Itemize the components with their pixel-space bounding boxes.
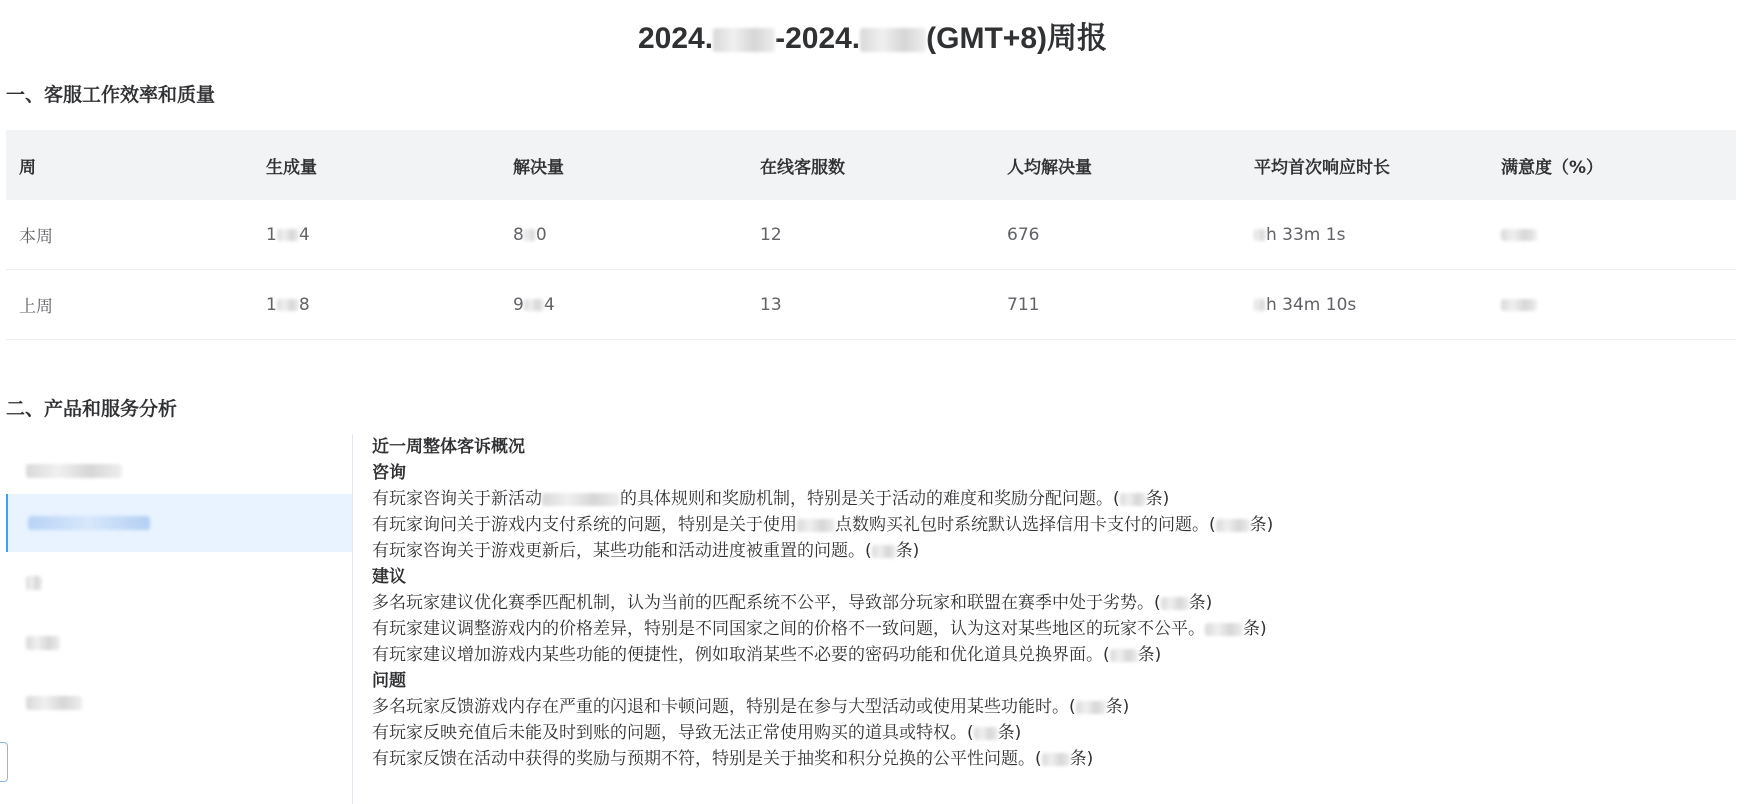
title-end: (GMT+8)周报 xyxy=(926,22,1107,55)
list-item xyxy=(372,746,1732,772)
cell-text: 4 xyxy=(543,294,555,315)
column-header: 生成量 xyxy=(253,130,500,200)
cell-generated xyxy=(253,200,500,270)
sidebar-item[interactable] xyxy=(6,614,352,672)
list-item xyxy=(372,694,1732,720)
cell-text: 1 xyxy=(266,294,277,315)
cell-text: 0 xyxy=(535,224,547,245)
redacted-value xyxy=(1216,519,1250,532)
redacted-date xyxy=(860,28,926,52)
item-text: 有玩家建议调整游戏内的价格差异，特别是不同国家之间的价格不一致问题，认为这对某些地区的玩家不公平。 xyxy=(372,619,1205,639)
cell-resolved xyxy=(500,200,747,270)
column-header: 在线客服数 xyxy=(747,130,994,200)
cell-text: h 34m 10s xyxy=(1266,294,1357,315)
item-text: 条) xyxy=(1105,697,1130,717)
list-item xyxy=(372,642,1732,668)
list-item xyxy=(372,616,1732,642)
redacted-value xyxy=(797,519,835,532)
item-text: 有玩家反映充值后未能及时到账的问题，导致无法正常使用购买的道具或特权。( xyxy=(372,723,974,743)
redacted-value xyxy=(1501,299,1537,311)
analysis-sidebar xyxy=(0,434,353,804)
group-heading: 咨询 xyxy=(372,463,406,483)
section-title-analysis: 二、产品和服务分析 xyxy=(6,398,178,420)
redacted-value xyxy=(277,299,299,311)
cell-text: 8 xyxy=(298,294,310,315)
item-text: 条) xyxy=(895,541,920,561)
title-mid: -2024. xyxy=(775,22,861,55)
list-item xyxy=(372,720,1732,746)
item-text: 多名玩家建议优化赛季匹配机制，认为当前的匹配系统不公平，导致部分玩家和联盟在赛季中处于劣势。( xyxy=(372,593,1161,613)
redacted-value xyxy=(1120,493,1146,506)
table-row xyxy=(6,270,1736,340)
cell-generated xyxy=(253,270,500,340)
column-header: 满意度（%） xyxy=(1488,130,1736,200)
item-text: 条) xyxy=(1137,645,1162,665)
redacted-value xyxy=(1205,623,1243,636)
section-title-efficiency: 一、客服工作效率和质量 xyxy=(6,84,216,106)
list-item xyxy=(372,538,1732,564)
overview-title: 近一周整体客诉概况 xyxy=(372,437,525,457)
cell-satisfaction xyxy=(1488,200,1736,270)
list-item xyxy=(372,486,1732,512)
sidebar-item[interactable] xyxy=(6,674,352,732)
sidebar-item-active[interactable] xyxy=(6,494,352,552)
redacted-value xyxy=(1254,299,1266,311)
column-header: 平均首次响应时长 xyxy=(1241,130,1488,200)
column-header: 人均解决量 xyxy=(994,130,1241,200)
item-text: 有玩家咨询关于游戏更新后，某些功能和活动进度被重置的问题。( xyxy=(372,541,872,561)
item-text: 点数购买礼包时系统默认选择信用卡支付的问题。( xyxy=(835,515,1216,535)
group-heading: 建议 xyxy=(372,567,406,587)
redacted-value xyxy=(1254,229,1266,241)
item-text: 多名玩家反馈游戏内存在严重的闪退和卡顿问题，特别是在参与大型活动或使用某些功能时。( xyxy=(372,697,1076,717)
cell-resolved xyxy=(500,270,747,340)
cell-text: 4 xyxy=(298,224,310,245)
cell-text: h 33m 1s xyxy=(1266,224,1346,245)
cell-week: 本周 xyxy=(6,200,253,270)
redacted-value xyxy=(1161,597,1189,610)
list-item xyxy=(372,512,1732,538)
redacted-date xyxy=(713,28,775,52)
item-text: 条) xyxy=(1243,619,1267,639)
redacted-value xyxy=(524,299,544,311)
redacted-value xyxy=(872,545,896,558)
item-text: 的具体规则和奖励机制，特别是关于活动的难度和奖励分配问题。( xyxy=(620,489,1120,509)
cell-per-agent: 676 xyxy=(994,200,1241,270)
cell-agents: 12 xyxy=(747,200,994,270)
cell-per-agent: 711 xyxy=(994,270,1241,340)
redacted-value xyxy=(974,727,998,740)
cell-text: 8 xyxy=(513,224,524,245)
cell-text: 9 xyxy=(513,294,524,315)
list-item xyxy=(372,590,1732,616)
collapse-handle[interactable] xyxy=(0,742,8,782)
item-text: 条) xyxy=(1145,489,1170,509)
redacted-label xyxy=(26,696,82,710)
column-header: 解决量 xyxy=(500,130,747,200)
cell-week: 上周 xyxy=(6,270,253,340)
redacted-label xyxy=(26,576,42,590)
efficiency-table xyxy=(6,130,1736,340)
group-heading: 问题 xyxy=(372,671,406,691)
item-text: 有玩家建议增加游戏内某些功能的便捷性，例如取消某些不必要的密码功能和优化道具兑换界面。( xyxy=(372,645,1110,665)
item-text: 有玩家询问关于游戏内支付系统的问题，特别是关于使用 xyxy=(372,515,797,535)
cell-agents: 13 xyxy=(747,270,994,340)
redacted-label xyxy=(26,636,60,650)
redacted-label xyxy=(28,516,150,530)
item-text: 有玩家咨询关于新活动 xyxy=(372,489,542,509)
sidebar-item[interactable] xyxy=(6,442,352,500)
redacted-value xyxy=(524,229,536,241)
redacted-value xyxy=(1042,753,1070,766)
redacted-value xyxy=(1501,229,1537,241)
item-text: 条) xyxy=(997,723,1022,743)
redacted-value xyxy=(1076,701,1106,714)
report-title xyxy=(0,14,1745,64)
table-header-row xyxy=(6,130,1736,200)
sidebar-item[interactable] xyxy=(6,554,352,612)
cell-text: 1 xyxy=(266,224,277,245)
complaint-overview xyxy=(372,434,1732,772)
redacted-value xyxy=(277,229,299,241)
item-text: 条) xyxy=(1188,593,1213,613)
title-start: 2024. xyxy=(638,22,714,55)
column-header: 周 xyxy=(6,130,253,200)
item-text: 有玩家反馈在活动中获得的奖励与预期不符，特别是关于抽奖和积分兑换的公平性问题。( xyxy=(372,749,1042,769)
cell-response xyxy=(1241,270,1488,340)
redacted-value xyxy=(542,493,620,506)
table-row xyxy=(6,200,1736,270)
redacted-label xyxy=(26,464,122,478)
cell-satisfaction xyxy=(1488,270,1736,340)
item-text: 条) xyxy=(1069,749,1094,769)
cell-response xyxy=(1241,200,1488,270)
item-text: 条) xyxy=(1249,515,1274,535)
redacted-value xyxy=(1110,649,1138,662)
